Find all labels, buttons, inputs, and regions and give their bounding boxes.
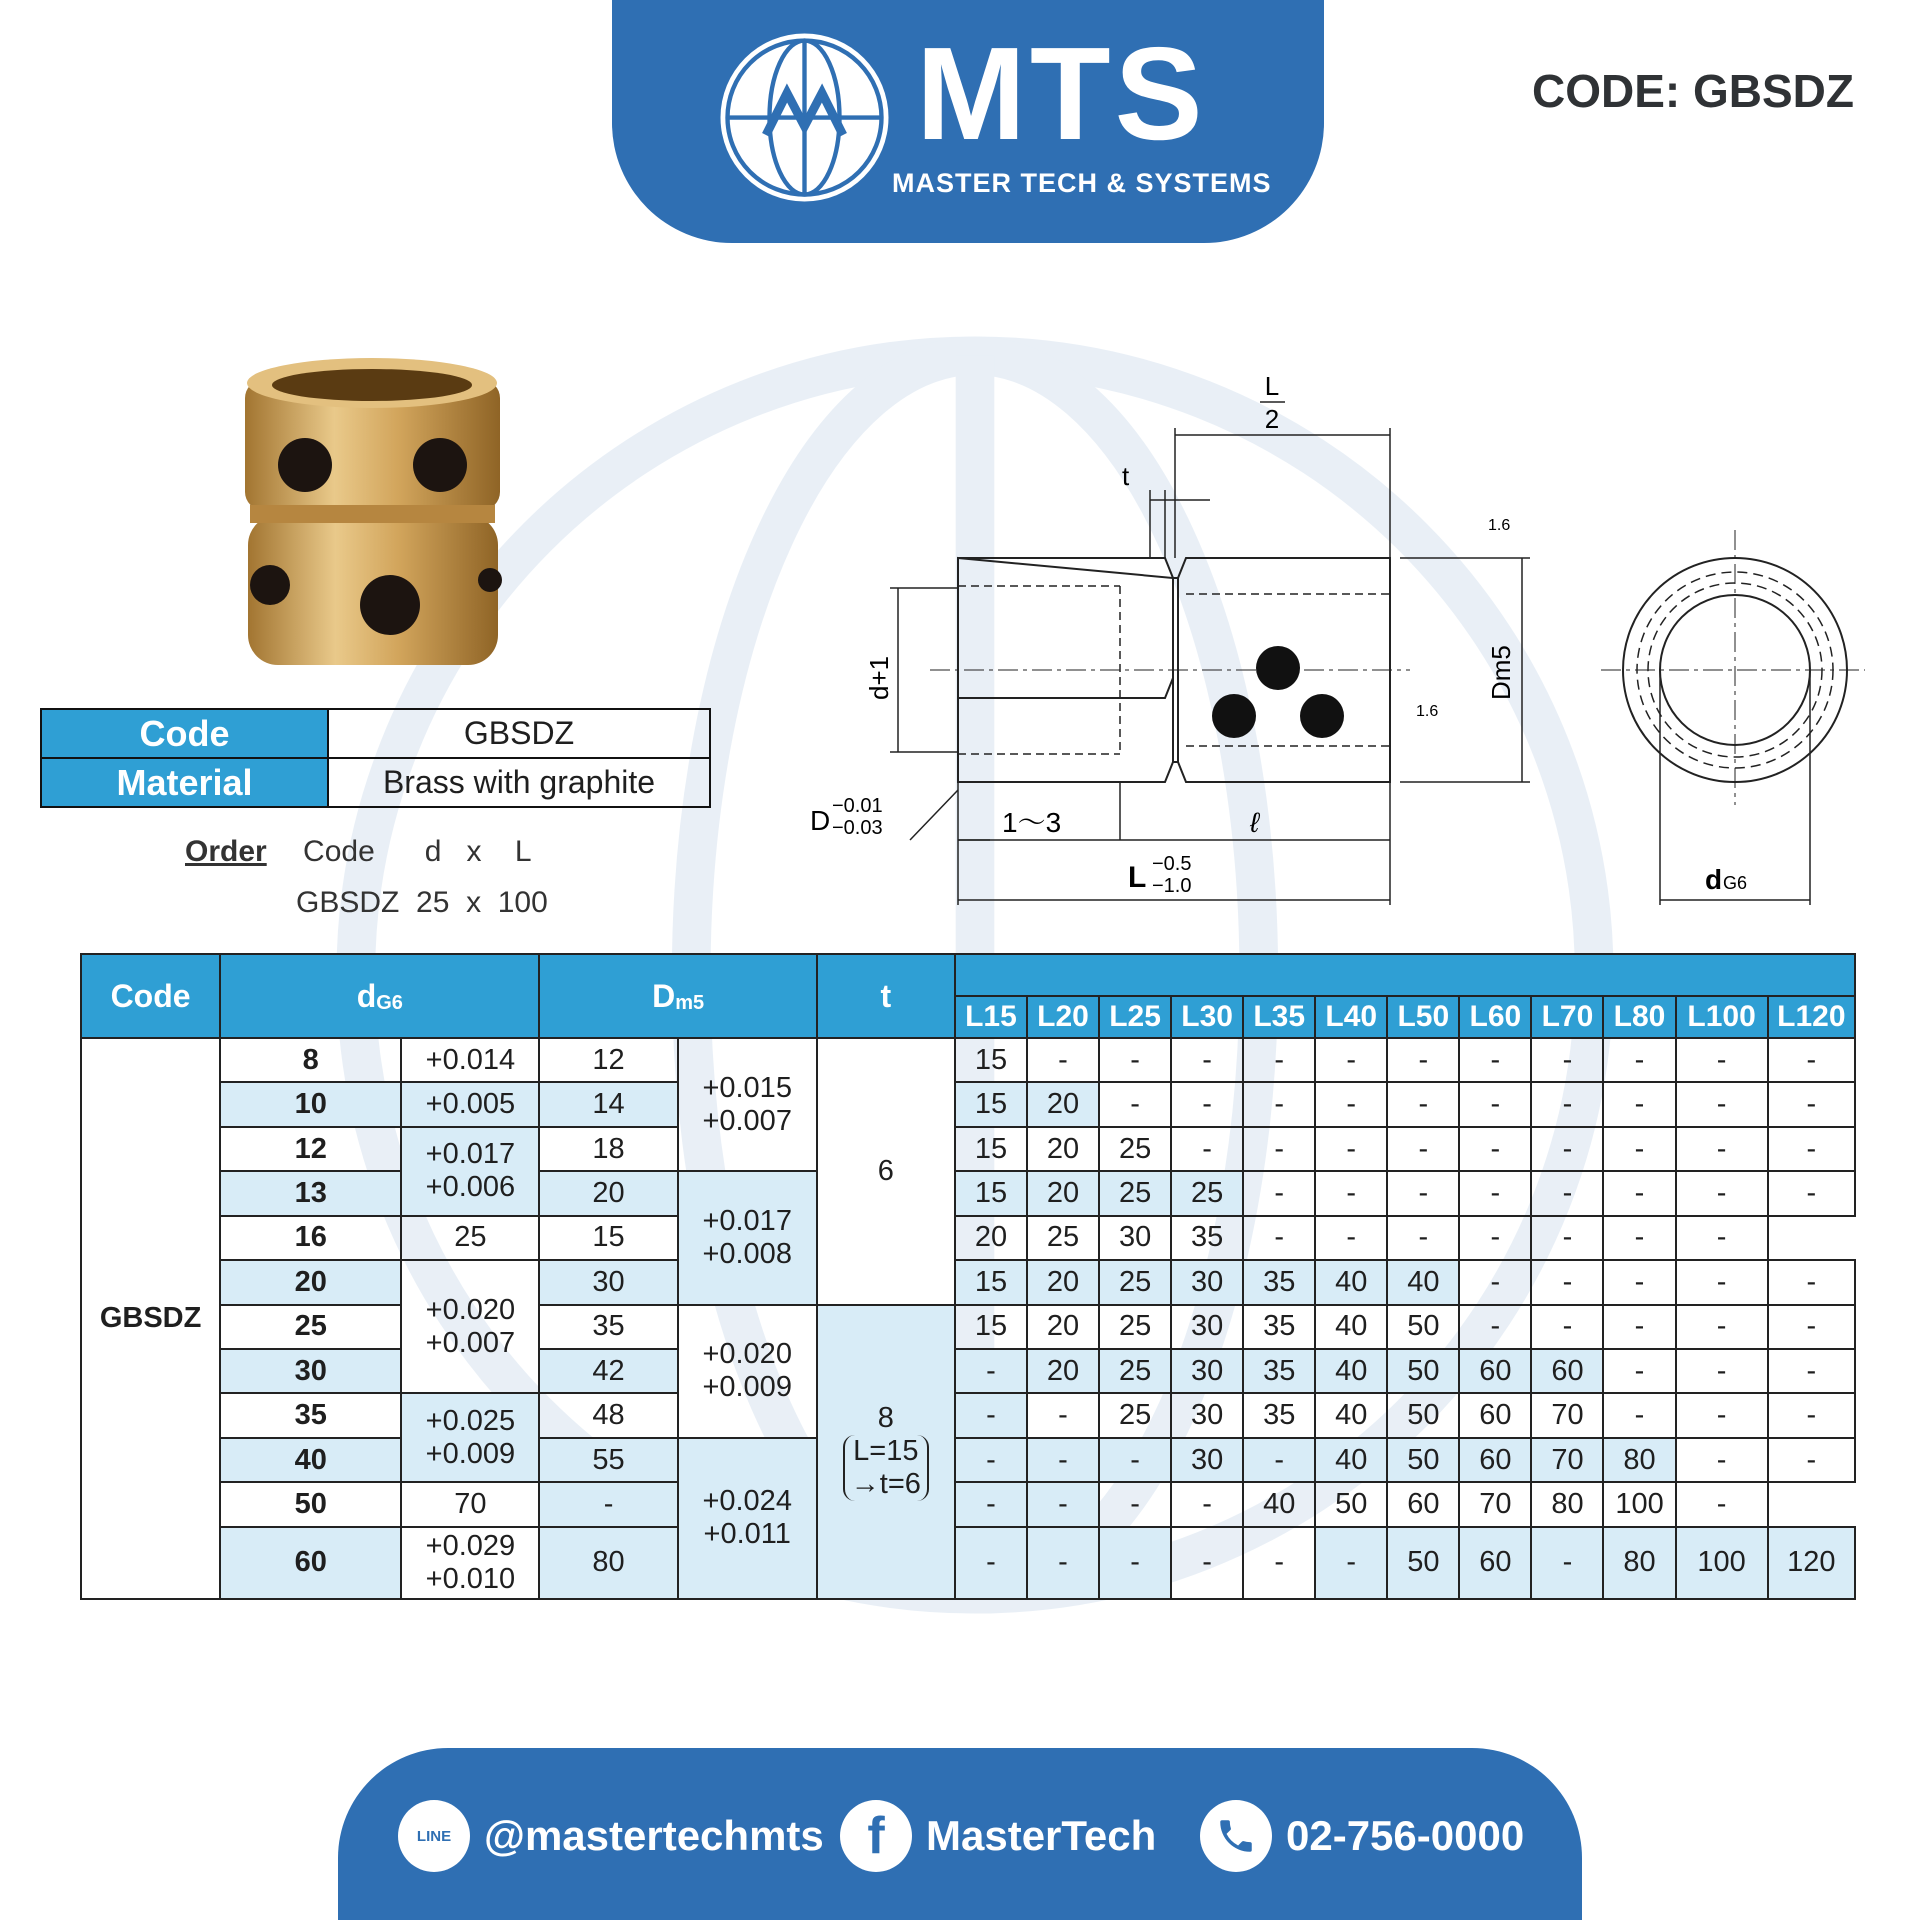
cell-L: - (1676, 1393, 1768, 1437)
cell-L: - (1315, 1038, 1387, 1082)
cell-L: 60 (1459, 1393, 1531, 1437)
cell-L: - (1768, 1438, 1855, 1482)
cell-L: 35 (1171, 1216, 1243, 1260)
spec-material-label: Material (41, 758, 328, 807)
cell-L: - (1315, 1127, 1387, 1171)
cell-d-tol: +0.014 (401, 1038, 539, 1082)
cell-L: 35 (1243, 1260, 1315, 1304)
line-icon (398, 1800, 470, 1872)
cell-d: 13 (220, 1171, 401, 1215)
head-L: L20 (1027, 996, 1099, 1038)
cell-L: 25 (1099, 1127, 1171, 1171)
head-L: L80 (1603, 996, 1675, 1038)
cell-L: 30 (1171, 1260, 1243, 1304)
cell-L: 20 (1027, 1082, 1099, 1126)
D-tol-upper: +0.017 (702, 1204, 792, 1237)
cell-d: 12 (220, 1127, 401, 1171)
mts-logo-icon (717, 30, 892, 205)
end-view-drawing (1595, 525, 1865, 915)
cell-D: 55 (539, 1438, 677, 1482)
dim-L-tol-top: −0.5 (1152, 853, 1192, 875)
roughness-top: 1.6 (1488, 517, 1511, 534)
cell-d: 25 (220, 1305, 401, 1349)
cell-L: - (1099, 1038, 1171, 1082)
cell-L: 35 (1243, 1349, 1315, 1393)
spec-table (40, 708, 711, 808)
table-row (81, 1482, 1855, 1526)
cell-L: 35 (1243, 1305, 1315, 1349)
cell-L: 60 (1459, 1438, 1531, 1482)
d-tol-upper: +0.017 (425, 1138, 516, 1171)
order-col-x: x (466, 835, 482, 868)
cell-L: - (1676, 1038, 1768, 1082)
cell-L: 25 (1171, 1171, 1243, 1215)
cell-D: 70 (401, 1482, 539, 1526)
head-t: t (817, 954, 955, 1038)
cell-t: 6 (817, 1038, 955, 1305)
cell-L: 15 (955, 1038, 1027, 1082)
phone-icon (1200, 1800, 1272, 1872)
cell-L: - (1027, 1393, 1099, 1437)
cell-d: 30 (220, 1349, 401, 1393)
cell-L: 20 (1027, 1260, 1099, 1304)
roughness-bottom: 1.6 (1416, 703, 1439, 720)
cell-L: 60 (1387, 1482, 1459, 1526)
head-L: L100 (1676, 996, 1768, 1038)
dim-D-tol-bot: −0.03 (832, 817, 883, 839)
cell-D: 20 (539, 1171, 677, 1215)
cell-L: - (955, 1393, 1027, 1437)
cell-L: 20 (1027, 1305, 1099, 1349)
cell-L: 20 (1027, 1349, 1099, 1393)
footer-line-handle: @mastertechmts (484, 1812, 824, 1859)
header-banner (612, 0, 1324, 243)
head-d-sub: G6 (376, 991, 403, 1014)
line-icon-text: LINE (416, 1827, 452, 1845)
cell-D: 12 (539, 1038, 677, 1082)
cell-D: 14 (539, 1082, 677, 1126)
cell-code: GBSDZ (81, 1038, 220, 1599)
order-col-d: d (424, 835, 442, 868)
head-D-text: D (652, 977, 676, 1014)
cell-L: 15 (955, 1127, 1027, 1171)
table-row (81, 1527, 1855, 1599)
cell-d-tol (401, 1127, 539, 1216)
spec-material-value: Brass with graphite (328, 758, 710, 807)
D-tol-lower: +0.007 (702, 1104, 792, 1137)
head-D (539, 954, 816, 1038)
dim-d-plus: d+1 (864, 655, 894, 700)
cell-L: - (1171, 1082, 1243, 1126)
order-example (296, 886, 548, 920)
cell-L: 25 (1027, 1216, 1099, 1260)
footer-line[interactable] (398, 1796, 824, 1876)
cell-L: 15 (955, 1082, 1027, 1126)
cell-L: - (1768, 1260, 1855, 1304)
code-tag: CODE: GBSDZ (1532, 65, 1854, 117)
cell-L: 80 (1603, 1438, 1675, 1482)
dim-half-num: L (1264, 371, 1280, 401)
brand-name: MTS (916, 20, 1207, 167)
head-D-sub: m5 (675, 991, 705, 1014)
cell-L: 15 (955, 1305, 1027, 1349)
cell-L: - (1387, 1082, 1459, 1126)
D-tol-lower: +0.009 (702, 1371, 792, 1404)
cell-L: - (1603, 1082, 1675, 1126)
cell-D: 18 (539, 1127, 677, 1171)
cell-L: - (1459, 1127, 1531, 1171)
cell-L: - (1171, 1038, 1243, 1082)
head-L: L35 (1243, 996, 1315, 1038)
cell-L: 30 (1171, 1438, 1243, 1482)
cell-L: - (955, 1527, 1027, 1599)
dim-L-tol-bot: −1.0 (1152, 875, 1192, 897)
cell-L: - (1027, 1038, 1099, 1082)
cell-L: - (1459, 1260, 1531, 1304)
cell-L: - (1676, 1305, 1768, 1349)
table-row (81, 1305, 1855, 1349)
cell-L: - (1099, 1082, 1171, 1126)
facebook-icon (840, 1800, 912, 1872)
cell-L: - (1171, 1482, 1243, 1526)
cell-L: 70 (1531, 1393, 1603, 1437)
cell-L: - (1243, 1127, 1315, 1171)
footer-phone-number: 02-756-0000 (1286, 1812, 1525, 1859)
cell-L: 40 (1315, 1349, 1387, 1393)
table-row (81, 1260, 1855, 1304)
cell-L: - (955, 1438, 1027, 1482)
phone-glyph-icon (1215, 1815, 1257, 1857)
dim-t: t (1122, 461, 1130, 491)
cell-L: 15 (539, 1216, 677, 1260)
cell-L: 70 (1531, 1438, 1603, 1482)
cell-L: - (1768, 1393, 1855, 1437)
cell-L: - (1099, 1527, 1171, 1599)
cell-L: - (1387, 1127, 1459, 1171)
brand-tagline: MASTER TECH & SYSTEMS (892, 168, 1272, 198)
cell-L: - (1768, 1038, 1855, 1082)
cell-L: 60 (1531, 1349, 1603, 1393)
cell-d: 8 (220, 1038, 401, 1082)
cell-L: - (1603, 1171, 1675, 1215)
cell-L: - (1099, 1438, 1171, 1482)
cell-L: - (1768, 1171, 1855, 1215)
t-note-line1: L=15 (853, 1435, 919, 1468)
cell-L: - (1768, 1082, 1855, 1126)
head-d-text: d (356, 977, 377, 1014)
cell-L: - (1603, 1305, 1675, 1349)
cell-L: - (1531, 1527, 1603, 1599)
cell-L: 100 (1676, 1527, 1768, 1599)
cell-L: 30 (1171, 1349, 1243, 1393)
d-tol-lower: +0.009 (425, 1437, 516, 1470)
cell-L: - (1243, 1082, 1315, 1126)
head-L: L15 (955, 996, 1027, 1038)
cell-D-tol (678, 1305, 817, 1438)
footer-phone[interactable] (1200, 1796, 1524, 1876)
cell-L: - (1315, 1216, 1387, 1260)
cell-L: - (1387, 1171, 1459, 1215)
order-ex-L: 100 (497, 886, 548, 919)
cell-d: 50 (220, 1482, 401, 1526)
cell-d-tol (401, 1260, 539, 1393)
cell-L: 40 (1315, 1393, 1387, 1437)
order-ex-code: GBSDZ (296, 886, 400, 919)
cell-L: 120 (1768, 1527, 1855, 1599)
spec-code-label: Code (41, 709, 328, 758)
d-tol-lower: +0.010 (425, 1562, 516, 1595)
head-L: L25 (1099, 996, 1171, 1038)
cell-L: - (1603, 1393, 1675, 1437)
head-L: L50 (1387, 996, 1459, 1038)
dim-Dm5: Dm5 (1486, 645, 1516, 700)
head-d (220, 954, 539, 1038)
cell-L: - (1315, 1527, 1387, 1599)
d-tol-upper: +0.029 (425, 1529, 516, 1562)
table-row (81, 1038, 1855, 1082)
cell-D: 80 (539, 1527, 677, 1599)
D-tol-upper: +0.020 (702, 1338, 792, 1371)
cell-L: 40 (1315, 1305, 1387, 1349)
order-format (185, 835, 532, 869)
spec-code-value: GBSDZ (328, 709, 710, 758)
head-L: L40 (1315, 996, 1387, 1038)
cell-L: 50 (1387, 1393, 1459, 1437)
dim-D: D (810, 805, 831, 836)
cell-L: 70 (1459, 1482, 1531, 1526)
d-tol-upper: +0.020 (425, 1293, 516, 1326)
cell-L: - (1315, 1082, 1387, 1126)
cell-L: 25 (1099, 1349, 1171, 1393)
table-row (81, 1438, 1855, 1482)
cell-L: 60 (1459, 1349, 1531, 1393)
cell-L: - (1171, 1127, 1243, 1171)
cell-L: - (1676, 1216, 1768, 1260)
t-note (843, 1435, 929, 1501)
order-label: Order (185, 835, 267, 868)
head-L: L70 (1531, 996, 1603, 1038)
table-row (81, 1349, 1855, 1393)
t-value: 8 (877, 1402, 894, 1435)
cell-L: - (1676, 1260, 1768, 1304)
cell-L: - (1531, 1260, 1603, 1304)
d-tol-lower: +0.006 (425, 1171, 516, 1204)
cell-d: 16 (220, 1216, 401, 1260)
table-row (81, 1171, 1855, 1215)
cell-L: - (1676, 1171, 1768, 1215)
cell-L: - (1768, 1349, 1855, 1393)
side-view-drawing (810, 360, 1516, 920)
cell-L: - (1459, 1216, 1531, 1260)
cell-L: - (1387, 1038, 1459, 1082)
cell-L: 60 (1459, 1527, 1531, 1599)
cell-L: - (1676, 1482, 1768, 1526)
cell-L: - (955, 1482, 1027, 1526)
cell-L: - (1768, 1305, 1855, 1349)
D-tol-upper: +0.015 (702, 1071, 792, 1104)
order-col-L: L (514, 835, 532, 868)
cell-L: - (1531, 1082, 1603, 1126)
cell-L: - (1768, 1127, 1855, 1171)
cell-D-tol (678, 1038, 817, 1171)
cell-L: 30 (1171, 1393, 1243, 1437)
cell-L: - (1243, 1216, 1315, 1260)
table-row (81, 1393, 1855, 1437)
cell-L: - (1099, 1482, 1171, 1526)
cell-d-tol: +0.005 (401, 1082, 539, 1126)
cell-L: - (1027, 1482, 1099, 1526)
cell-D: 42 (539, 1349, 677, 1393)
dim-half-den: 2 (1264, 404, 1280, 434)
cell-L: 20 (955, 1216, 1027, 1260)
cell-D: 25 (401, 1216, 539, 1260)
cell-L: 50 (1315, 1482, 1387, 1526)
cell-L: - (1243, 1527, 1315, 1599)
facebook-icon-text: f (867, 1807, 885, 1865)
dim-L: L (1128, 861, 1147, 894)
cell-d: 40 (220, 1438, 401, 1482)
cell-L: - (1676, 1438, 1768, 1482)
footer-facebook[interactable] (840, 1796, 1156, 1876)
cell-L: - (1676, 1127, 1768, 1171)
order-ex-d: 25 (416, 886, 450, 919)
cell-L: - (1531, 1305, 1603, 1349)
cell-d: 20 (220, 1260, 401, 1304)
cell-L: - (1459, 1082, 1531, 1126)
cell-L: - (955, 1349, 1027, 1393)
table-body (81, 1038, 1855, 1599)
cell-L: 50 (1387, 1527, 1459, 1599)
cell-L: 35 (1243, 1393, 1315, 1437)
cell-L: 50 (1387, 1438, 1459, 1482)
head-L: L30 (1171, 996, 1243, 1038)
cell-L: - (1531, 1216, 1603, 1260)
cell-L: - (1603, 1127, 1675, 1171)
cell-D-tol (678, 1438, 817, 1599)
D-tol-lower: +0.011 (703, 1518, 791, 1551)
cell-d: 60 (220, 1527, 401, 1599)
cell-L: 15 (955, 1260, 1027, 1304)
cell-L: - (1027, 1438, 1099, 1482)
head-L: L120 (1768, 996, 1855, 1038)
cell-L: - (1243, 1038, 1315, 1082)
cell-d-tol (401, 1393, 539, 1482)
cell-L: - (1315, 1171, 1387, 1215)
cell-L: - (1243, 1171, 1315, 1215)
cell-L: - (1243, 1438, 1315, 1482)
cell-L: - (1603, 1216, 1675, 1260)
cell-L: 25 (1099, 1393, 1171, 1437)
cell-D: 48 (539, 1393, 677, 1437)
cell-L: - (1531, 1127, 1603, 1171)
cell-L: 20 (1027, 1127, 1099, 1171)
cell-L: - (1459, 1038, 1531, 1082)
cell-L: 25 (1099, 1305, 1171, 1349)
cell-L: 40 (1315, 1260, 1387, 1304)
D-tol-lower: +0.008 (702, 1237, 792, 1270)
footer-banner (338, 1748, 1582, 1920)
table-row (81, 1216, 1855, 1260)
cell-L: 15 (955, 1171, 1027, 1215)
D-tol-upper: +0.024 (702, 1485, 792, 1518)
cell-L: 40 (1315, 1438, 1387, 1482)
cell-L: - (1603, 1349, 1675, 1393)
cell-D: 30 (539, 1260, 677, 1304)
cell-L: - (1603, 1260, 1675, 1304)
cell-L: - (539, 1482, 677, 1526)
d-tol-upper: +0.025 (425, 1404, 516, 1437)
cell-L: - (1387, 1216, 1459, 1260)
cell-L: - (1676, 1082, 1768, 1126)
cell-L: 40 (1243, 1482, 1315, 1526)
cell-t (817, 1305, 955, 1599)
dim-range: 1～3 (1002, 807, 1062, 838)
cell-L: - (1603, 1038, 1675, 1082)
cell-L: - (1531, 1038, 1603, 1082)
table-row (81, 1127, 1855, 1171)
cell-L: - (1531, 1171, 1603, 1215)
cell-L: 100 (1603, 1482, 1675, 1526)
cell-d-tol (401, 1527, 539, 1599)
cell-L: - (1027, 1527, 1099, 1599)
dim-dG6-sub: G6 (1723, 873, 1748, 893)
head-L-group (955, 954, 1855, 996)
d-tol-lower: +0.007 (425, 1326, 516, 1359)
cell-L: 80 (1531, 1482, 1603, 1526)
order-col-code: Code (303, 835, 375, 868)
head-code: Code (81, 954, 220, 1038)
head-L: L60 (1459, 996, 1531, 1038)
cell-L: - (1459, 1305, 1531, 1349)
dim-ell: ℓ (1250, 807, 1260, 838)
cell-L: - (1171, 1527, 1243, 1599)
footer-facebook-name: MasterTech (926, 1812, 1157, 1859)
cell-L: 25 (1099, 1171, 1171, 1215)
cell-L: 20 (1027, 1171, 1099, 1215)
cell-L: 30 (1099, 1216, 1171, 1260)
cell-D-tol (678, 1171, 817, 1304)
t-note-line2: →t=6 (850, 1468, 921, 1501)
cell-D: 35 (539, 1305, 677, 1349)
brass-bushing-image (240, 355, 510, 680)
cell-L: 40 (1387, 1260, 1459, 1304)
order-ex-x: x (466, 886, 482, 919)
cell-L: 50 (1387, 1349, 1459, 1393)
cell-L: 50 (1387, 1305, 1459, 1349)
dim-dG6: d (1705, 864, 1723, 895)
cell-d: 35 (220, 1393, 401, 1437)
table-row (81, 1082, 1855, 1126)
cell-L: - (1676, 1349, 1768, 1393)
dim-D-tol-top: −0.01 (832, 795, 883, 817)
cell-L: - (1459, 1171, 1531, 1215)
dimension-table (80, 953, 1856, 1600)
cell-L: 80 (1603, 1527, 1675, 1599)
cell-d: 10 (220, 1082, 401, 1126)
cell-L: 25 (1099, 1260, 1171, 1304)
cell-L: 30 (1171, 1305, 1243, 1349)
